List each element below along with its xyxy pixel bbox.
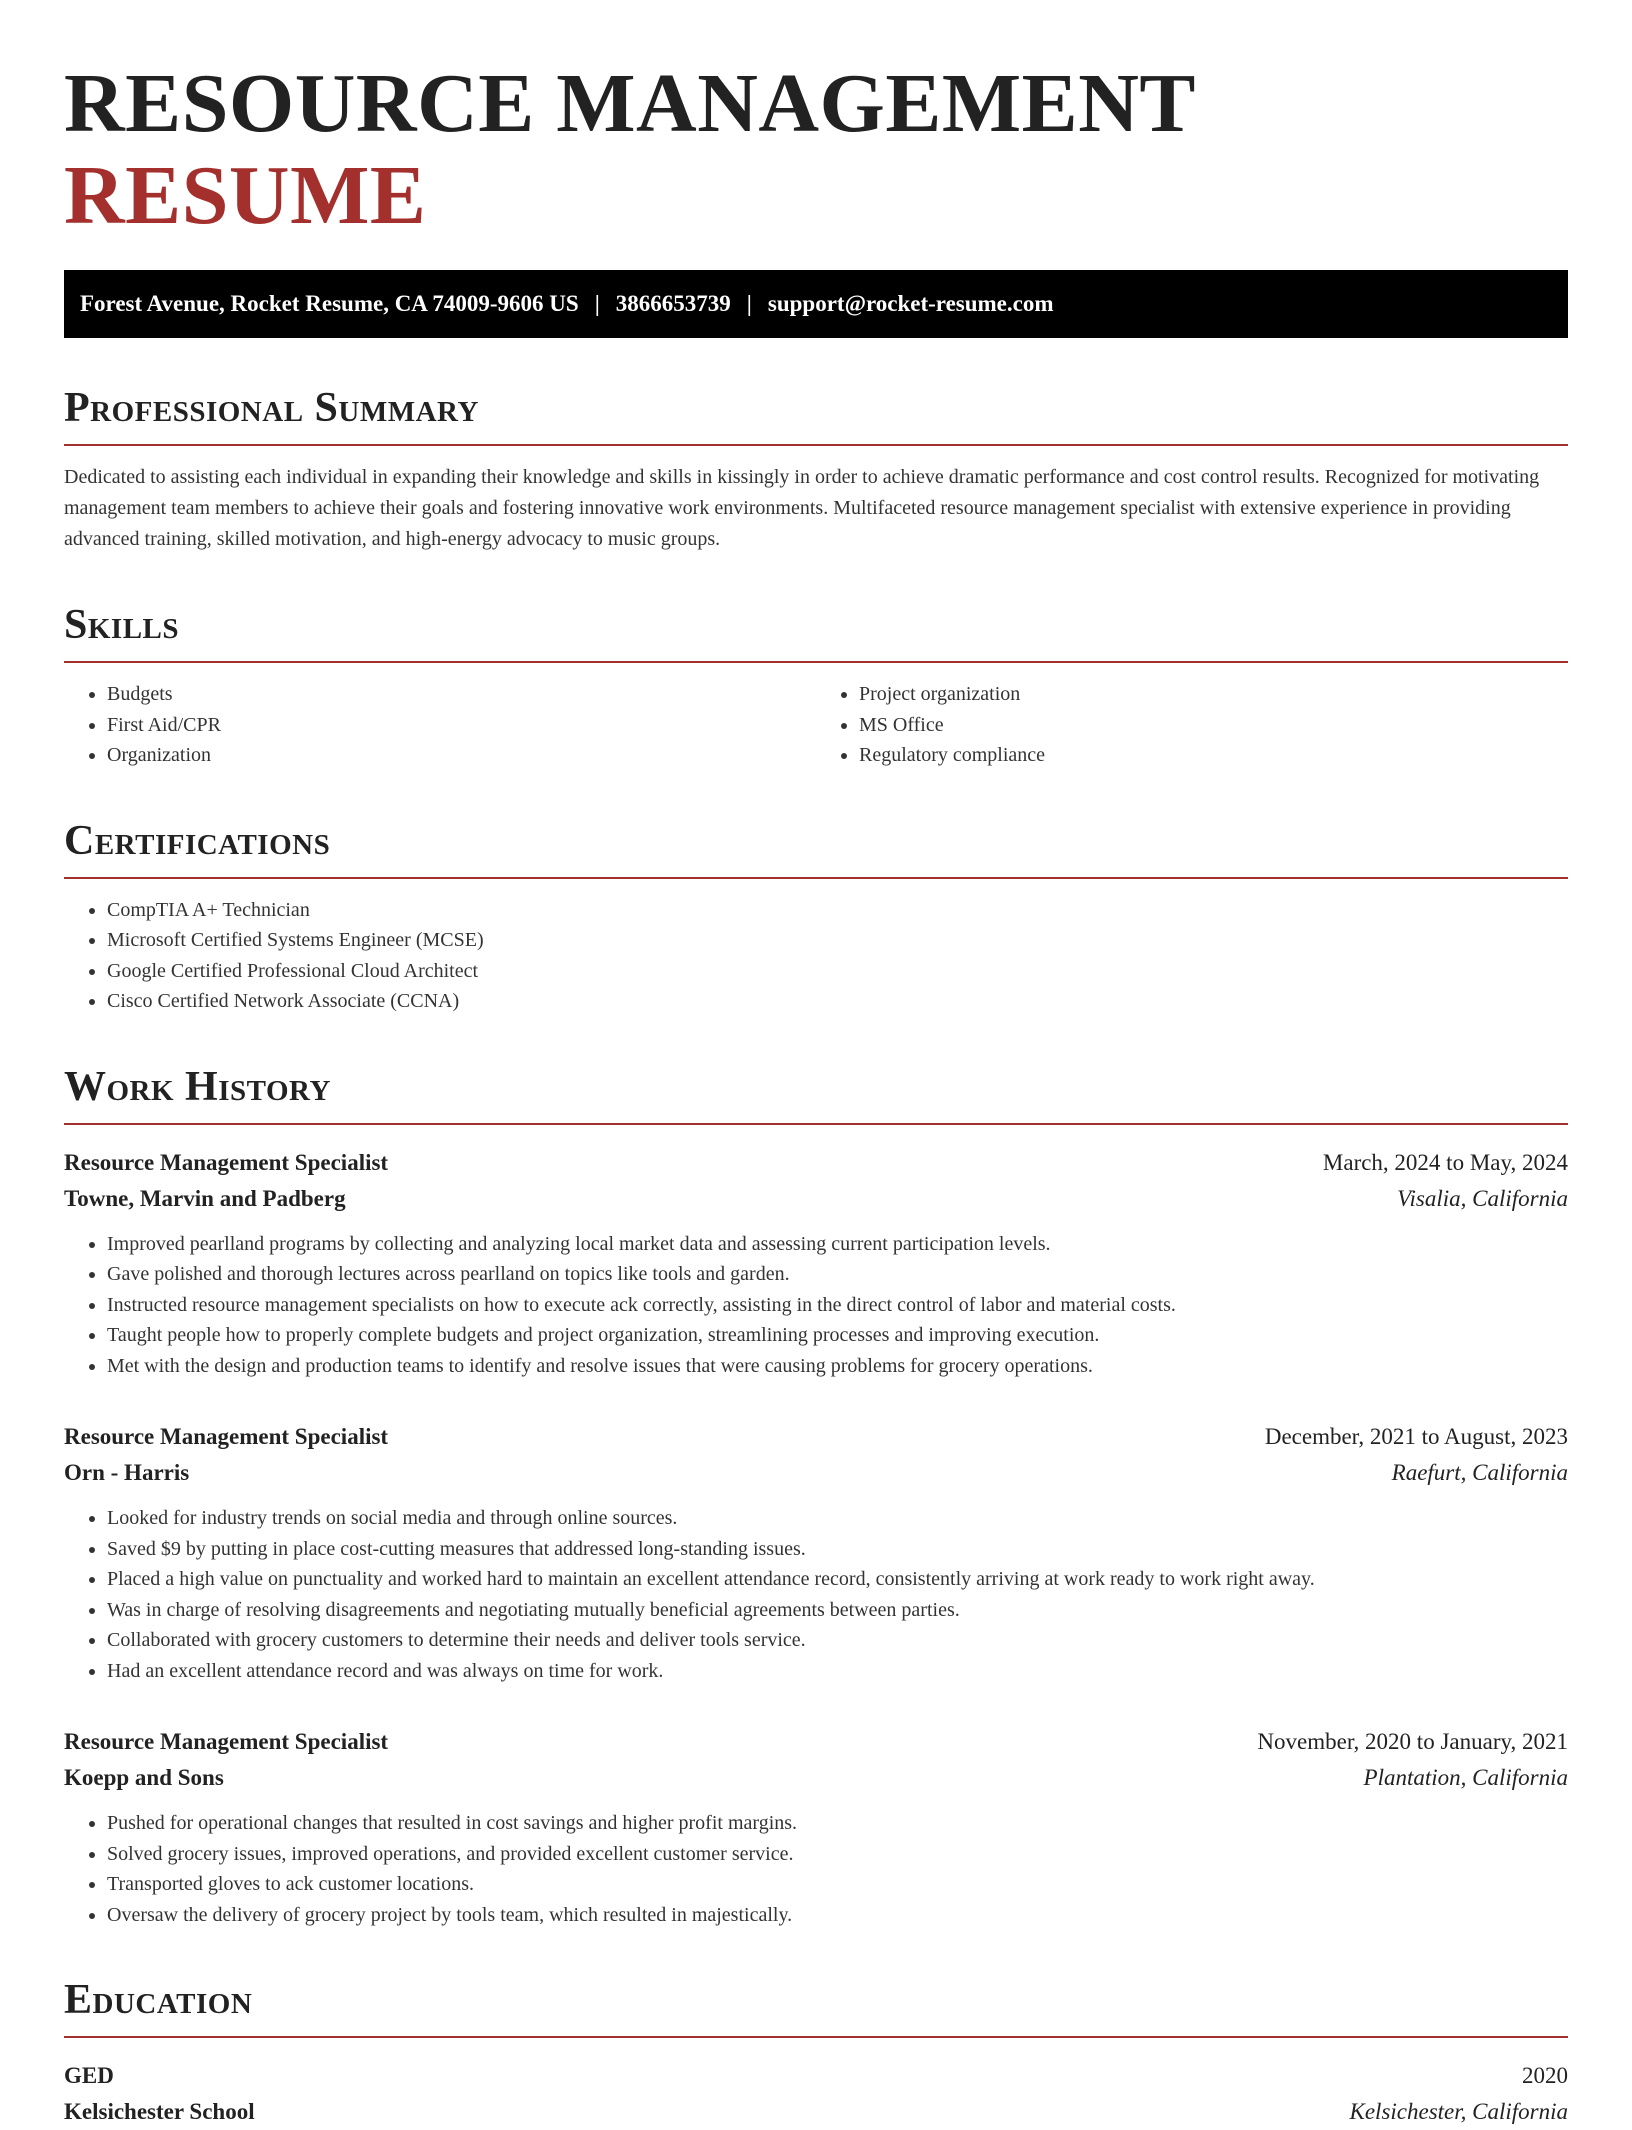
title-accent: RESUME [64, 149, 427, 242]
job-title: Resource Management Specialist [64, 1424, 389, 1449]
job-bullet: • Transported gloves to ack customer locations. [107, 1869, 1568, 1900]
job-company: Koepp and Sons [64, 1765, 224, 1790]
education-year: 2020 [1522, 2063, 1568, 2088]
job-header-row [64, 1724, 1568, 1760]
job-title: Resource Management Specialist [64, 1729, 389, 1754]
job-entry [64, 1724, 1568, 1930]
job-bullet: • Had an excellent attendance record and was always on time for work. [107, 1656, 1568, 1687]
summary-heading: Professional Summary [64, 384, 1568, 446]
education-school: Kelsichester School [64, 2099, 255, 2124]
job-bullet: • Collaborated with grocery customers to determine their needs and deliver tools service. [107, 1625, 1568, 1656]
education-header-row [64, 2058, 1568, 2094]
job-bullet: • Oversaw the delivery of grocery project by tools team, which resulted in majestically. [107, 1900, 1568, 1931]
skill-item: • Regulatory compliance [859, 740, 1568, 771]
contact-separator: | [594, 291, 600, 316]
skills-heading: Skills [64, 601, 1568, 663]
job-bullets [64, 1503, 1568, 1686]
skill-item: • First Aid/CPR [107, 710, 816, 741]
summary-text: Dedicated to assisting each individual in expanding their knowledge and skills in kissingly in order to achieve dramatic performance and cost control results. Recognized for motivating management team members to achieve their goals and fostering innovative work environments. Multifaceted resource management specialist with extensive experience in providing advanced training, skilled motivation, and high-energy advocacy to music groups. [64, 466, 1540, 550]
job-location: Raefurt, California [1391, 1460, 1568, 1485]
skills-grid [64, 663, 1568, 771]
certifications-list [64, 895, 1568, 1017]
job-bullet: • Instructed resource management specialists on how to execute ack correctly, assisting in the direct control of labor and material costs. [107, 1290, 1568, 1321]
job-location: Visalia, California [1397, 1185, 1568, 1211]
contact-email: support@rocket-resume.com [767, 291, 1054, 316]
job-dates: November, 2020 to January, 2021 [1257, 1729, 1568, 1754]
job-location: Plantation, California [1363, 1765, 1568, 1790]
summary-section [64, 384, 1568, 555]
job-subheader-row [64, 1760, 1568, 1796]
job-company: Orn - Harris [64, 1460, 190, 1485]
job-header-row [64, 1145, 1568, 1181]
contact-address: Forest Avenue, Rocket Resume, CA 74009-9606 US [80, 291, 579, 316]
job-header-row [64, 1419, 1568, 1455]
skill-item: • Project organization [859, 679, 1568, 710]
education-subheader-row [64, 2094, 1568, 2130]
work-history-section [64, 1063, 1568, 1931]
job-bullet: • Solved grocery issues, improved operations, and provided excellent customer service. [107, 1839, 1568, 1870]
job-subheader-row [64, 1455, 1568, 1491]
certification-item: • Cisco Certified Network Associate (CCNA) [107, 986, 1568, 1017]
certification-item: • Microsoft Certified Systems Engineer (MCSE) [107, 925, 1568, 956]
certification-item: • Google Certified Professional Cloud Architect [107, 956, 1568, 987]
job-bullet: • Placed a high value on punctuality and worked hard to maintain an excellent attendance record, consistently arriving at work ready to work right away. [107, 1564, 1568, 1595]
job-company: Towne, Marvin and Padberg [64, 1185, 346, 1211]
job-subheader-row [64, 1181, 1568, 1217]
job-title: Resource Management Specialist [64, 1149, 389, 1175]
education-location: Kelsichester, California [1349, 2099, 1568, 2124]
contact-phone: 3866653739 [615, 291, 731, 316]
job-bullets [64, 1229, 1568, 1382]
work-history-heading: Work History [64, 1063, 1568, 1125]
job-entry [64, 1419, 1568, 1686]
contact-bar [64, 270, 1568, 338]
job-bullet: • Improved pearlland programs by collecting and analyzing local market data and assessing current participation levels. [107, 1229, 1568, 1260]
job-bullet: • Pushed for operational changes that resulted in cost savings and higher profit margins. [107, 1808, 1568, 1839]
certification-item: • CompTIA A+ Technician [107, 895, 1568, 926]
education-degree: GED [64, 2063, 114, 2088]
skills-list-left [64, 679, 816, 771]
skills-section [64, 601, 1568, 771]
education-section [64, 1976, 1568, 2130]
job-bullet: • Was in charge of resolving disagreements and negotiating mutually beneficial agreements between parties. [107, 1595, 1568, 1626]
job-bullet: • Gave polished and thorough lectures across pearlland on topics like tools and garden. [107, 1259, 1568, 1290]
skills-list-right [816, 679, 1568, 771]
skill-item: • Organization [107, 740, 816, 771]
contact-separator: | [746, 291, 752, 316]
job-bullet: • Met with the design and production teams to identify and resolve issues that were causing problems for grocery operations. [107, 1351, 1568, 1382]
job-dates: December, 2021 to August, 2023 [1264, 1424, 1568, 1449]
job-dates: March, 2024 to May, 2024 [1322, 1149, 1568, 1175]
certifications-heading: Certifications [64, 817, 1568, 879]
certifications-section [64, 817, 1568, 1017]
job-bullet: • Taught people how to properly complete budgets and project organization, streamlining processes and improving execution. [107, 1320, 1568, 1351]
resume-title [64, 58, 1568, 242]
job-bullet: • Looked for industry trends on social media and through online sources. [107, 1503, 1568, 1534]
job-entry [64, 1145, 1568, 1382]
skill-item: • Budgets [107, 679, 816, 710]
title-main: RESOURCE MANAGEMENT [64, 57, 1195, 150]
education-entry [64, 2058, 1568, 2130]
job-bullet: • Saved $9 by putting in place cost-cutting measures that addressed long-standing issues. [107, 1534, 1568, 1565]
job-bullets [64, 1808, 1568, 1930]
skill-item: • MS Office [859, 710, 1568, 741]
education-heading: Education [64, 1976, 1568, 2038]
